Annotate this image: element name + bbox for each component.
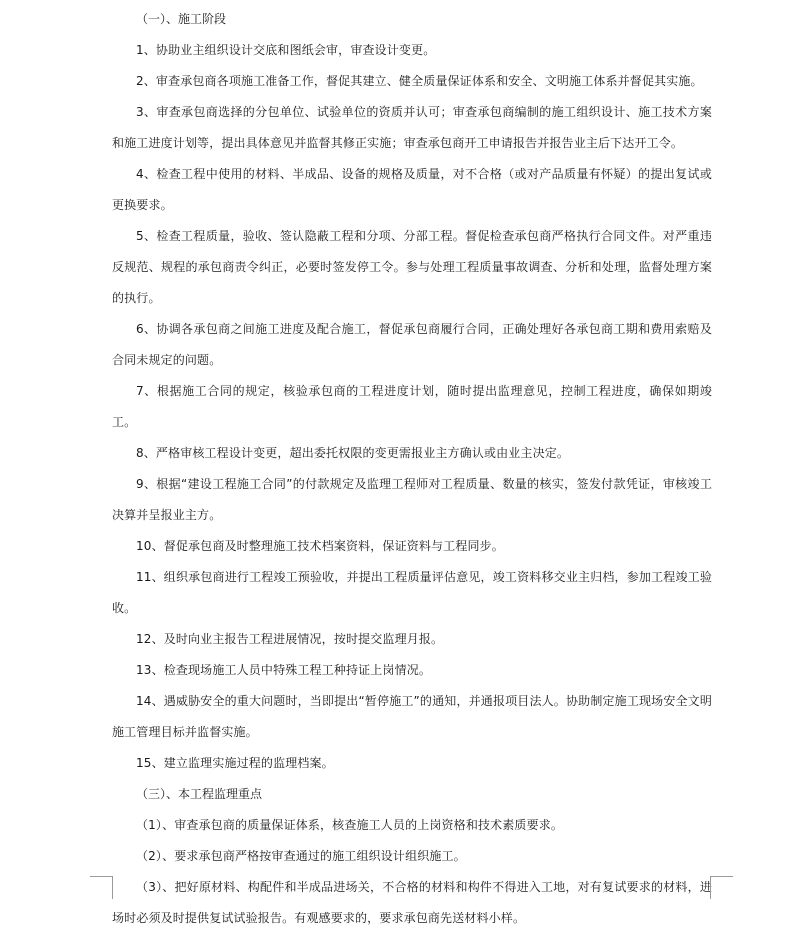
list-item: 1、协助业主组织设计交底和图纸会审，审查设计变更。 xyxy=(136,43,436,57)
section-heading-key-points: （三）、本工程监理重点 xyxy=(136,787,263,801)
document-body xyxy=(112,4,712,934)
list-item: 12、及时向业主报告工程进展情况，按时提交监理月报。 xyxy=(136,632,444,646)
section-heading-construction-stage: （一）、施工阶段 xyxy=(136,12,227,26)
list-item: 3、审查承包商选择的分包单位、试验单位的资质并认可；审查承包商编制的施工组织设计、施工技术方案和施工进度计划等，提出具体意见并监督其修正实施；审查承包商开工申请报告并报告业主后下达开工令。 xyxy=(112,105,712,150)
list-item: 9、根据“建设工程施工合同”的付款规定及监理工程师对工程质量、数量的核实，签发付款凭证，审核竣工决算并呈报业主方。 xyxy=(112,477,712,522)
key-point-item: （2）、要求承包商严格按审查通过的施工组织设计组织施工。 xyxy=(136,849,466,863)
list-item: 6、协调各承包商之间施工进度及配合施工，督促承包商履行合同，正确处理好各承包商工期和费用索赔及合同未规定的问题。 xyxy=(112,322,712,367)
list-item: 4、检查工程中使用的材料、半成品、设备的规格及质量，对不合格（或对产品质量有怀疑）的提出复试或更换要求。 xyxy=(112,167,712,212)
list-item: 7、根据施工合同的规定，核验承包商的工程进度计划，随时提出监理意见，控制工程进度，确保如期竣工。 xyxy=(112,384,712,429)
list-item: 2、审查承包商各项施工准备工作，督促其建立、健全质量保证体系和安全、文明施工体系并督促其实施。 xyxy=(136,74,703,88)
page-corner-mark-right xyxy=(710,876,733,899)
list-item: 14、遇威胁安全的重大问题时，当即提出“暂停施工”的通知，并通报项目法人。协助制定施工现场安全文明施工管理目标并监督实施。 xyxy=(112,694,712,739)
page-corner-mark-left xyxy=(90,876,113,899)
list-item: 5、检查工程质量，验收、签认隐蔽工程和分项、分部工程。督促检查承包商严格执行合同文件。对严重违反规范、规程的承包商责令纠正，必要时签发停工令。参与处理工程质量事故调查、分析和处理，监督处理方案的执行。 xyxy=(112,229,712,305)
list-item: 13、检查现场施工人员中特殊工程工种持证上岗情况。 xyxy=(136,663,432,677)
key-point-item: （3）、把好原材料、构配件和半成品进场关，不合格的材料和构件不得进入工地，对有复试要求的材料，进场时必须及时提供复试试验报告。有观感要求的，要求承包商先送材料小样。 xyxy=(112,880,712,925)
list-item: 11、组织承包商进行工程竣工预验收，并提出工程质量评估意见，竣工资料移交业主归档，参加工程竣工验收。 xyxy=(112,570,712,615)
key-point-item: （1）、审查承包商的质量保证体系，核查施工人员的上岗资格和技术素质要求。 xyxy=(136,818,564,832)
list-item: 8、严格审核工程设计变更，超出委托权限的变更需报业主方确认或由业主决定。 xyxy=(136,446,570,460)
list-item: 10、督促承包商及时整理施工技术档案资料，保证资料与工程同步。 xyxy=(136,539,504,553)
list-item: 15、建立监理实施过程的监理档案。 xyxy=(136,756,334,770)
